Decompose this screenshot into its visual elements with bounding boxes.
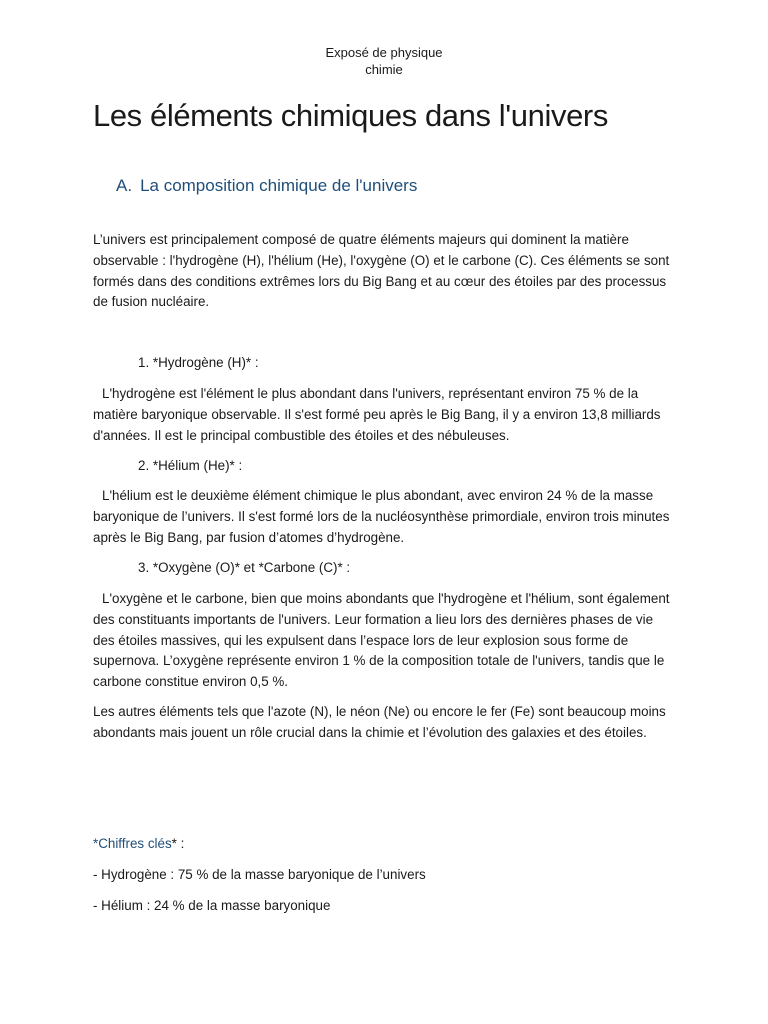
key-figure-hydrogen: - Hydrogène : 75 % de la masse baryonique de l’univers [93,867,426,882]
section-title: La composition chimique de l'univers [140,176,418,195]
key-figures-label-rest: * : [171,836,185,851]
document-title: Les éléments chimiques dans l'univers [93,98,608,133]
paragraph-oxygen-carbon: L'oxygène et le carbone, bien que moins abondants que l'hydrogène et l'hélium, sont également des constituants importants de l'univers. Leur formation a lieu lors des dernières phases de vie des étoiles massives, qui les expulsent dans l’espace lors de leur explosion sous forme de supernova. L’oxygène représente environ 1 % de la composition totale de l'univers, tandis que le carbone constitue environ 0,5 %. [93,591,670,690]
document-header [0,44,768,78]
section-heading [116,174,417,198]
list-item-label-helium: 2. *Hélium (He)* : [138,458,243,473]
paragraph-other-elements: Les autres éléments tels que l'azote (N), le néon (Ne) ou encore le fer (Fe) sont beaucoup moins abondants mais jouent un rôle crucial dans la chimie et l’évolution des galaxies et des étoiles. [93,704,666,740]
key-figures-label [93,834,675,855]
key-figures-label-accent: *Chiffres clés [93,836,172,851]
header-line-2: chimie [365,62,403,77]
header-line-1: Exposé de physique [325,45,443,60]
list-item-label-hydrogen: 1. *Hydrogène (H)* : [138,355,259,370]
key-figure-helium: - Hélium : 24 % de la masse baryonique [93,898,331,913]
paragraph-helium: L'hélium est le deuxième élément chimique le plus abondant, avec environ 24 % de la masse baryonique de l’univers. Il s'est formé lors de la nucléosynthèse primordiale, environ trois minutes après le Big Bang, par fusion d’atomes d’hydrogène. [93,488,670,545]
paragraph-hydrogen: L'hydrogène est l'élément le plus abondant dans l'univers, représentant environ 75 % de la matière baryonique observable. Il s'est formé peu après le Big Bang, il y a environ 13,8 milliards d'années. Il est le principal combustible des étoiles et des nébuleuses. [93,386,661,443]
intro-paragraph: L’univers est principalement composé de quatre éléments majeurs qui dominent la matière observable : l'hydrogène (H), l'hélium (He), l'oxygène (O) et le carbone (C). Ces éléments se sont formés dans des conditions extrêmes lors du Big Bang et au cœur des étoiles par des processus de fusion nucléaire. [93,232,670,310]
list-item-label-oxygen-carbon: 3. *Oxygène (O)* et *Carbone (C)* : [138,560,351,575]
section-number: A. [116,176,133,195]
